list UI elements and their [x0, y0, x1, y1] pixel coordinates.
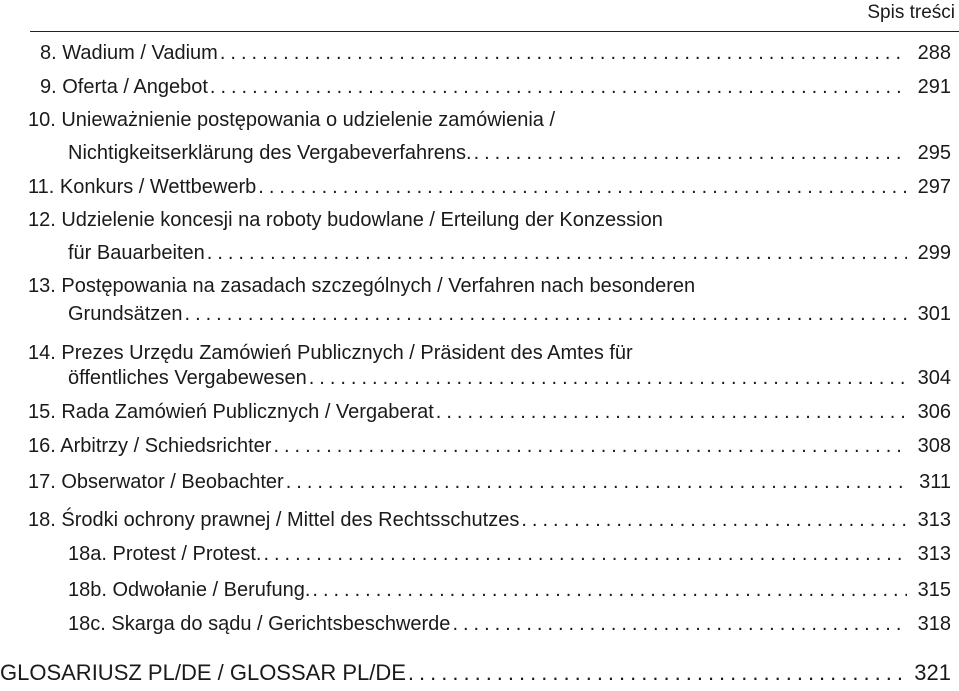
dot-leader	[452, 611, 907, 637]
toc-entry-18a[interactable]	[68, 541, 951, 567]
header-rule	[30, 31, 959, 32]
toc-page-number: 306	[917, 401, 951, 423]
dot-leader	[286, 469, 907, 495]
dot-leader	[185, 301, 907, 327]
toc-page-number: 313	[917, 509, 951, 531]
toc-page-number: 315	[917, 579, 951, 601]
toc-entry-18c[interactable]	[68, 611, 951, 637]
dot-leader	[474, 140, 907, 166]
toc-page-number: 304	[917, 367, 951, 389]
dot-leader	[521, 507, 907, 533]
dot-leader	[210, 74, 907, 100]
toc-page-number: 308	[917, 435, 951, 457]
toc-page-number: 311	[919, 471, 951, 493]
toc-entry-9[interactable]	[40, 74, 951, 100]
dot-leader	[207, 240, 907, 266]
dot-leader	[408, 660, 907, 686]
toc-entry-glossary[interactable]	[0, 660, 951, 686]
toc-entry-label: für Bauarbeiten	[68, 242, 205, 264]
toc-entry-label: 18. Środki ochrony prawnej / Mittel des Rechtsschutzes	[28, 509, 520, 531]
dot-leader	[263, 541, 907, 567]
toc-page-number: 295	[917, 142, 951, 164]
toc-page-number: 318	[917, 613, 951, 635]
dot-leader	[273, 433, 907, 459]
toc-entry-11[interactable]	[28, 174, 951, 200]
dot-leader	[436, 399, 907, 425]
toc-entry-13[interactable]	[68, 301, 951, 327]
toc-entry-14[interactable]	[68, 365, 951, 391]
toc-entry-8[interactable]	[40, 40, 951, 66]
running-header-title: Spis treści	[867, 2, 955, 23]
toc-entry-18b[interactable]	[68, 577, 951, 603]
toc-entry-label: öffentliches Vergabewesen	[68, 367, 307, 389]
toc-page-number: 301	[917, 303, 951, 325]
dot-leader	[312, 577, 907, 603]
toc-entry-12-line1: 12. Udzielenie koncesji na roboty budowlane / Erteilung der Konzession	[28, 209, 663, 231]
toc-entry-label: Nichtigkeitserklärung des Vergabeverfahrens.	[68, 142, 472, 164]
dot-leader	[220, 40, 907, 66]
toc-page-number: 321	[914, 660, 951, 685]
toc-page-number: 297	[917, 176, 951, 198]
toc-page-number: 288	[917, 42, 951, 64]
toc-entry-16[interactable]	[28, 433, 951, 459]
toc-entry-label: GLOSARIUSZ PL/DE / GLOSSAR PL/DE	[0, 660, 406, 685]
toc-entry-14-line1: 14. Prezes Urzędu Zamówień Publicznych / Präsident des Amtes für	[28, 342, 633, 364]
toc-page-number: 299	[917, 242, 951, 264]
toc-entry-label: 11. Konkurs / Wettbewerb	[28, 176, 257, 198]
toc-entry-label: 16. Arbitrzy / Schiedsrichter	[28, 435, 272, 457]
toc-page-number: 291	[917, 76, 951, 98]
toc-entry-10[interactable]	[68, 140, 951, 166]
dot-leader	[258, 174, 907, 200]
toc-entry-label: 9. Oferta / Angebot	[40, 76, 208, 98]
toc-entry-10-line1: 10. Unieważnienie postępowania o udzielenie zamówienia /	[28, 109, 556, 131]
toc-entry-12[interactable]	[68, 240, 951, 266]
toc-entry-13-line1: 13. Postępowania na zasadach szczególnych / Verfahren nach besonderen	[28, 275, 696, 297]
toc-entry-17[interactable]	[28, 469, 951, 495]
toc-entry-label: 15. Rada Zamówień Publicznych / Vergaberat	[28, 401, 434, 423]
toc-page-number: 313	[917, 543, 951, 565]
toc-entry-label: 18a. Protest / Protest.	[68, 543, 262, 565]
toc-entry-18[interactable]	[28, 507, 951, 533]
toc-entry-label: 18b. Odwołanie / Berufung.	[68, 579, 311, 601]
toc-entry-label: 18c. Skarga do sądu / Gerichtsbeschwerde	[68, 613, 451, 635]
toc-entry-15[interactable]	[28, 399, 951, 425]
toc-entry-label: Grundsätzen	[68, 303, 183, 325]
toc-entry-label: 17. Obserwator / Beobachter	[28, 471, 284, 493]
toc-entry-label: 8. Wadium / Vadium	[40, 42, 218, 64]
dot-leader	[309, 365, 907, 391]
